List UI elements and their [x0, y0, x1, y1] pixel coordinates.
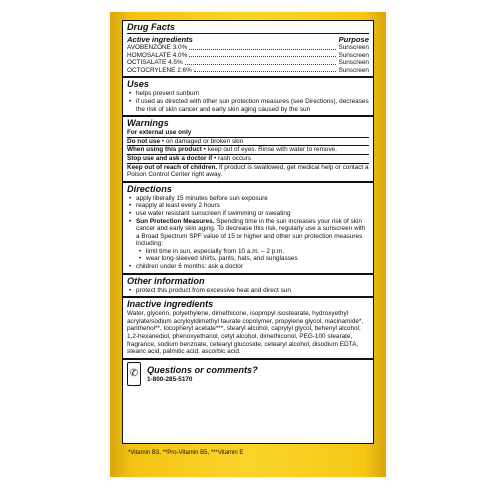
- do-not-use-label: Do not use: [127, 137, 161, 145]
- directions-subitem: • limit time in sun, especially from 10 a.m. – 2 p.m.: [146, 248, 369, 256]
- questions-title: Questions or comments?: [147, 364, 258, 375]
- directions-item: • reapply at least every 2 hours: [136, 202, 369, 210]
- product-label-card: [110, 12, 386, 477]
- questions-section: [123, 360, 373, 388]
- uses-title: Uses: [127, 79, 149, 90]
- phone-number[interactable]: 1-800-285-5170: [147, 375, 193, 383]
- directions-item: • children under 6 months: ask a doctor: [136, 263, 369, 271]
- directions-item: • Sun Protection Measures. Spending time in the sun increases your risk of skin cancer and early skin aging. To decrease this risk, regularly use a sunscreen with a Broad Spectrum SPF value of 15 or higher and other sun protection measures including: • limit time in sun, especially from 10 a.m. – 2 p.m. • wear long-sleeved shirts, pants, hats, and sunglasses: [136, 218, 369, 264]
- phone-icon: ✆: [127, 362, 141, 386]
- other-info-item: • protect this product from excessive heat and direct sun: [136, 287, 369, 295]
- active-row: OCTISALATE 4.5% Sunscreen: [127, 59, 369, 67]
- other-info-section: [123, 275, 373, 299]
- drug-facts-panel: [122, 20, 374, 444]
- drug-facts-section: [123, 21, 373, 78]
- uses-item: • helps prevent sunburn: [136, 90, 369, 98]
- uses-section: [123, 78, 373, 117]
- keep-out-label: Keep out of reach of children.: [127, 163, 218, 171]
- warnings-title: Warnings: [127, 118, 169, 129]
- other-info-title: Other information: [127, 275, 205, 286]
- purpose-header: Purpose: [338, 35, 369, 44]
- active-row: HOMOSALATE 4.0% Sunscreen: [127, 51, 369, 59]
- vitamin-footnote: *Vitamin B3, **Pro-Vitamin B5, ***Vitamin E: [128, 450, 244, 456]
- directions-subitem: • wear long-sleeved shirts, pants, hats, and sunglasses: [146, 255, 369, 263]
- directions-section: [123, 183, 373, 275]
- inactive-section: [123, 298, 373, 360]
- directions-title: Directions: [127, 183, 172, 194]
- directions-item: • apply liberally 15 minutes before sun exposure: [136, 195, 369, 203]
- external-use-text: For external use only: [127, 129, 369, 138]
- active-ingredients-header: Active ingredients: [127, 35, 193, 44]
- drug-facts-title: Drug Facts: [127, 22, 369, 34]
- stop-use-label: Stop use and ask a doctor if: [127, 154, 213, 162]
- inactive-text: Water, glycerin, polyethylene, dimethicone, isopropyl isostearate, hydroxyethyl acrylate/sodium acryloyldimethyl taurate copolymer, propylene glycol, niacinamide*, panthenol**, tocopheryl acetate***, stearyl alcohol, caprylyl glycol, behenyl alcohol, 1,2-hexanediol, phenoxyethanol, cetyl alcohol, dimethiconol, PEG-100 stearate, fragrance, sodium benzoate, cetearyl glucoside, cetearyl alcohol, disodium EDTA, stearic acid, palmitic acid, ascorbic acid.: [127, 310, 364, 356]
- active-row: OCTOCRYLENE 2.6% Sunscreen: [127, 66, 369, 74]
- directions-item: • use water resistant sunscreen if swimming or sweating: [136, 210, 369, 218]
- active-row: AVOBENZONE 3.0% Sunscreen: [127, 44, 369, 51]
- warnings-section: Warnings For external use only Do not use • on damaged or broken skin When using this product • keep out of eyes. Rinse with water to remove. Stop use and ask a doctor if • rash occurs Keep out of reach of children. If product is swallowed, get medical help or contact a Poison Control Center right away.: [123, 117, 373, 183]
- when-using-label: When using this product: [127, 146, 202, 154]
- inactive-title: Inactive ingredients: [127, 299, 214, 310]
- uses-item: • if used as directed with other sun protection measures (see Directions), decreases the risk of skin cancer and early skin aging caused by the sun: [136, 98, 369, 113]
